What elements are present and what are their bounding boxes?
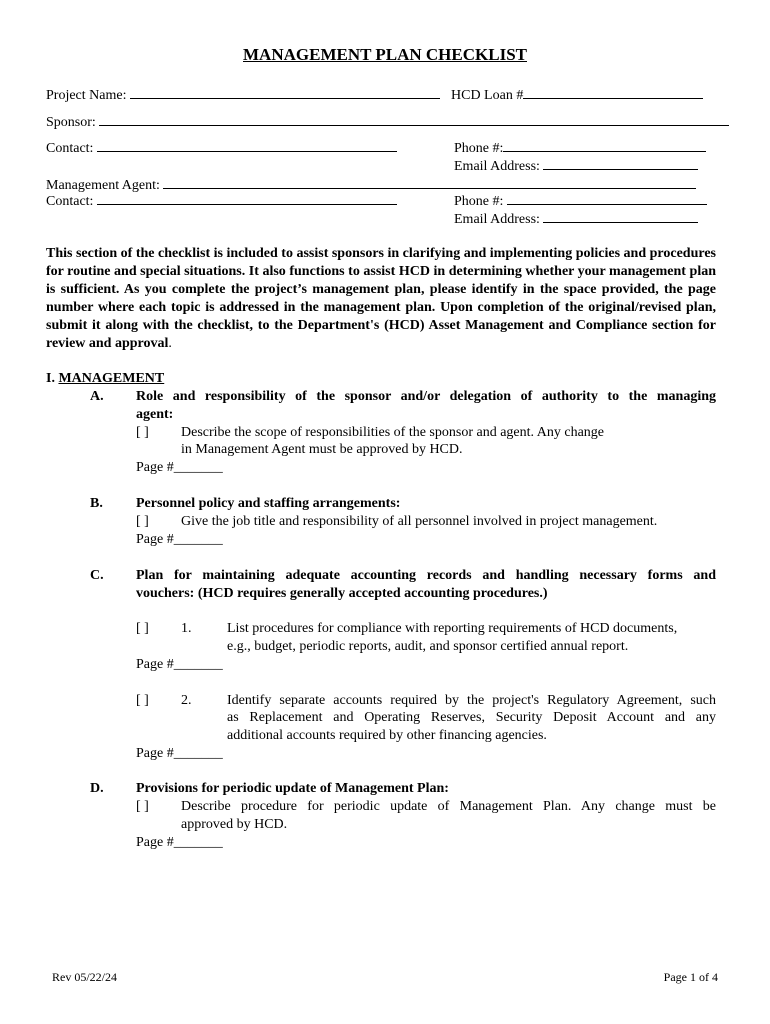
email2-label: Email Address: [454, 212, 540, 227]
item-a-checkbox[interactable]: [ ] [136, 425, 149, 440]
project-name-row [46, 85, 440, 105]
item-c2-line3: additional accounts required by other financing agencies. [227, 728, 547, 743]
phone-label: Phone #: [454, 141, 504, 156]
sponsor-field[interactable] [99, 112, 729, 126]
section-heading [46, 370, 164, 388]
intro-paragraph [46, 245, 716, 353]
revision-date: Rev 05/22/24 [52, 970, 117, 984]
phone2-field[interactable] [507, 191, 707, 205]
item-c1-number: 1. [181, 621, 192, 636]
item-c-heading-line1: Plan for maintaining adequate accounting records and handling necessary forms and [136, 568, 716, 583]
management-agent-field[interactable] [163, 175, 696, 189]
item-c1-page-number[interactable]: Page #_______ [136, 657, 223, 672]
email2-row [454, 209, 698, 229]
item-c2-line2: as Replacement and Operating Reserves, Security Deposit Account and any [227, 710, 716, 725]
item-c1-checkbox[interactable]: [ ] [136, 621, 149, 636]
email-row [454, 156, 698, 176]
item-c1-line2: e.g., budget, periodic reports, audit, and sponsor certified annual report. [227, 639, 629, 654]
contact2-field[interactable] [97, 191, 397, 205]
item-b-desc: Give the job title and responsibility of all personnel involved in project management. [181, 514, 658, 529]
management-agent-label: Management Agent: [46, 178, 160, 193]
sponsor-label: Sponsor: [46, 115, 96, 130]
sponsor-row [46, 112, 729, 132]
hcd-loan-field[interactable] [523, 85, 703, 99]
item-c-heading-line2: vouchers: (HCD requires generally accepted accounting procedures.) [136, 586, 548, 601]
item-a-desc-line2: in Management Agent must be approved by HCD. [181, 442, 463, 457]
document-title: MANAGEMENT PLAN CHECKLIST [243, 45, 527, 64]
item-a-heading-line2: agent: [136, 407, 174, 422]
item-b-letter: B. [90, 496, 103, 511]
item-a-letter: A. [90, 389, 104, 404]
item-c-letter: C. [90, 568, 104, 583]
item-d-page-number[interactable]: Page #_______ [136, 835, 223, 850]
project-name-label: Project Name: [46, 88, 127, 103]
email2-field[interactable] [543, 209, 698, 223]
hcd-loan-row [451, 85, 703, 105]
item-a-heading-line1: Role and responsibility of the sponsor and/or delegation of authority to the managing [136, 389, 716, 404]
contact-label: Contact: [46, 141, 94, 156]
item-b-page-number[interactable]: Page #_______ [136, 532, 223, 547]
item-d-checkbox[interactable]: [ ] [136, 799, 149, 814]
item-d-desc-line1: Describe procedure for periodic update of Management Plan. Any change must be [181, 799, 716, 814]
item-c1-line1: List procedures for compliance with reporting requirements of HCD documents, [227, 621, 678, 636]
phone2-label: Phone #: [454, 194, 504, 209]
contact2-label: Contact: [46, 194, 94, 209]
page-indicator: Page 1 of 4 [663, 970, 718, 984]
phone-row [454, 138, 706, 158]
section-number: I. [46, 371, 55, 386]
section-title: MANAGEMENT [58, 371, 165, 386]
item-c2-number: 2. [181, 693, 192, 708]
intro-period: . [168, 336, 172, 351]
project-name-field[interactable] [130, 85, 440, 99]
intro-text: This section of the checklist is included to assist sponsors in clarifying and implementing policies and procedures for routine and special situations. It also functions to assist HCD in determining whether your management plan is sufficient. As you complete the project’s management plan, please identify in the space provided, the page number where each topic is addressed in the management plan. Upon completion of the original/revised plan, submit it along with the checklist, to the Department's (HCD) Asset Management and Compliance section for review and approval [46, 246, 716, 351]
item-b-heading: Personnel policy and staffing arrangements: [136, 496, 401, 511]
item-a-page-number[interactable]: Page #_______ [136, 460, 223, 475]
contact2-row [46, 191, 397, 211]
hcd-loan-label: HCD Loan # [451, 88, 524, 103]
email-label: Email Address: [454, 159, 540, 174]
phone-field[interactable] [503, 138, 706, 152]
contact-row [46, 138, 397, 158]
contact-field[interactable] [97, 138, 397, 152]
item-a-desc-line1: Describe the scope of responsibilities of the sponsor and agent. Any change [181, 425, 605, 440]
item-d-letter: D. [90, 781, 104, 796]
item-d-desc-line2: approved by HCD. [181, 817, 288, 832]
item-b-checkbox[interactable]: [ ] [136, 514, 149, 529]
phone2-row [454, 191, 707, 211]
item-c2-checkbox[interactable]: [ ] [136, 693, 149, 708]
email-field[interactable] [543, 156, 698, 170]
item-c2-line1: Identify separate accounts required by the project's Regulatory Agreement, such [227, 693, 716, 708]
item-d-heading: Provisions for periodic update of Management Plan: [136, 781, 449, 796]
item-c2-page-number[interactable]: Page #_______ [136, 746, 223, 761]
